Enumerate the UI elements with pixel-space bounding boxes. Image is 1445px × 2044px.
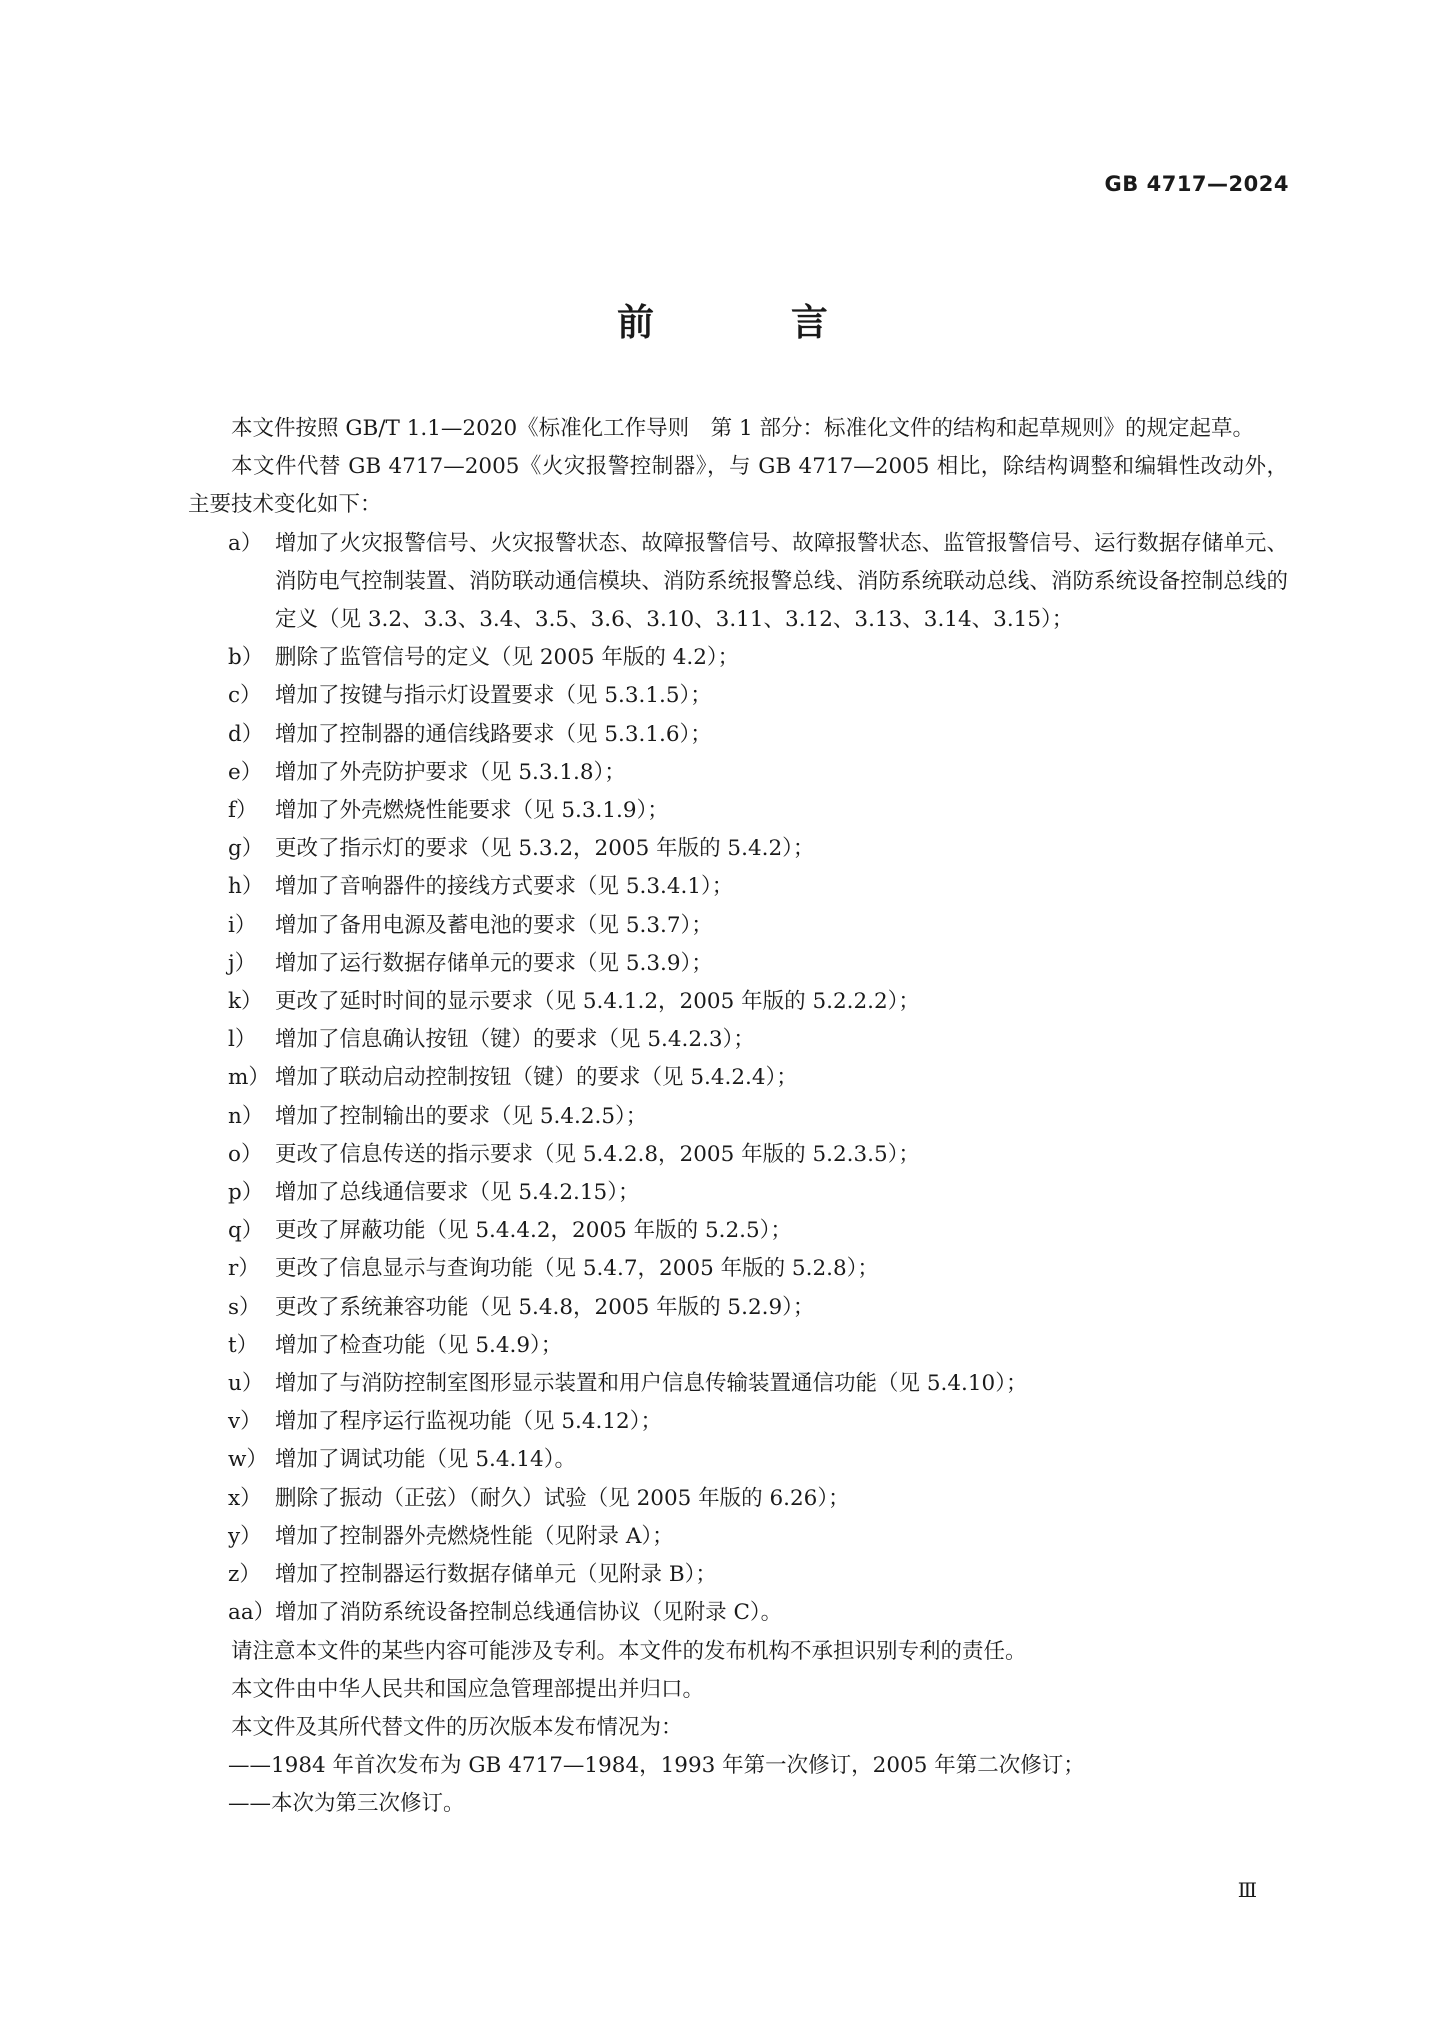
list-item bbox=[188, 1594, 1288, 1632]
list-item bbox=[188, 1174, 1288, 1212]
page-number: Ⅲ bbox=[1237, 1878, 1257, 1902]
list-item-text: 增加了备用电源及蓄电池的要求（见 5.3.7）； bbox=[275, 912, 713, 938]
list-item-text: 更改了指示灯的要求（见 5.3.2，2005 年版的 5.4.2）； bbox=[275, 836, 815, 862]
list-item-label: j） bbox=[228, 950, 257, 976]
list-item bbox=[188, 1556, 1288, 1594]
list-item bbox=[188, 1403, 1288, 1441]
history-line-first: ——1984 年首次发布为 GB 4717—1984，1993 年第一次修订，2005 年第二次修订； bbox=[228, 1753, 1085, 1779]
list-item-label: i） bbox=[228, 912, 257, 938]
list-item bbox=[188, 525, 1288, 640]
list-item bbox=[188, 1250, 1288, 1288]
list-item-label: z） bbox=[228, 1562, 261, 1588]
page-title: 前 言 bbox=[617, 301, 890, 344]
list-item-text: 增加了与消防控制室图形显示装置和用户信息传输装置通信功能（见 5.4.10）； bbox=[275, 1371, 1028, 1397]
list-item-text: 更改了信息显示与查询功能（见 5.4.7，2005 年版的 5.2.8）； bbox=[275, 1256, 879, 1282]
list-item-text: 删除了振动（正弦）（耐久）试验（见 2005 年版的 6.26）； bbox=[275, 1485, 850, 1511]
list-item-label: l） bbox=[228, 1027, 257, 1053]
list-item bbox=[188, 1212, 1288, 1250]
list-item-label: aa） bbox=[228, 1600, 276, 1626]
list-item-label: y） bbox=[228, 1523, 262, 1549]
list-item bbox=[188, 868, 1288, 906]
list-item bbox=[188, 1289, 1288, 1327]
list-item-label: p） bbox=[228, 1180, 264, 1206]
list-item-text: 更改了延时时间的显示要求（见 5.4.1.2，2005 年版的 5.2.2.2）； bbox=[275, 989, 920, 1015]
paragraph-history-intro: 本文件及其所代替文件的历次版本发布情况为： bbox=[231, 1714, 683, 1740]
list-item-label: x） bbox=[228, 1485, 262, 1511]
list-item-label: s） bbox=[228, 1294, 261, 1320]
list-item-text: 增加了控制器的通信线路要求（见 5.3.1.6）； bbox=[275, 721, 712, 747]
list-item-label: w） bbox=[228, 1447, 268, 1473]
list-item-label: v） bbox=[228, 1409, 262, 1435]
list-item bbox=[188, 677, 1288, 715]
list-item-text: 更改了信息传送的指示要求（见 5.4.2.8，2005 年版的 5.2.3.5）； bbox=[275, 1141, 920, 1167]
foreword-body bbox=[188, 410, 1288, 1824]
list-item bbox=[188, 945, 1288, 983]
changes-list bbox=[188, 525, 1288, 1633]
list-item bbox=[188, 1136, 1288, 1174]
list-item-text: 增加了控制器外壳燃烧性能（见附录 A）； bbox=[275, 1523, 674, 1549]
list-item-text: 增加了运行数据存储单元的要求（见 5.3.9）； bbox=[275, 950, 713, 976]
list-item bbox=[188, 1059, 1288, 1097]
list-item-label: r） bbox=[228, 1256, 260, 1282]
standard-code: GB 4717—2024 bbox=[1104, 172, 1289, 196]
list-item-label: f） bbox=[228, 798, 258, 824]
paragraph-patent-notice: 请注意本文件的某些内容可能涉及专利。本文件的发布机构不承担识别专利的责任。 bbox=[231, 1638, 1027, 1664]
list-item-label: a） bbox=[228, 530, 263, 556]
list-item bbox=[188, 1518, 1288, 1556]
list-item-label: m） bbox=[228, 1065, 270, 1091]
list-item bbox=[188, 983, 1288, 1021]
list-item-text: 增加了火灾报警信号、火灾报警状态、故障报警信号、故障报警状态、监管报警信号、运行数据存储单元、消防电气控制装置、消防联动通信模块、消防系统报警总线、消防系统联动总线、消防系统设备控制总线的定义（见 3.2、3.3、3.4、3.5、3.6、3.10、3.11、3.12、3.13、3.14、3.15）； bbox=[275, 530, 1288, 633]
list-item-text: 更改了系统兼容功能（见 5.4.8，2005 年版的 5.2.9）； bbox=[275, 1294, 815, 1320]
list-item-text: 增加了调试功能（见 5.4.14）。 bbox=[275, 1447, 576, 1473]
history-line-current: ——本次为第三次修订。 bbox=[228, 1791, 465, 1817]
list-item-text: 增加了检查功能（见 5.4.9）； bbox=[275, 1332, 563, 1358]
list-item-text: 增加了控制器运行数据存储单元（见附录 B）； bbox=[275, 1562, 717, 1588]
list-item bbox=[188, 907, 1288, 945]
list-item-text: 增加了联动启动控制按钮（键）的要求（见 5.4.2.4）； bbox=[275, 1065, 798, 1091]
list-item-text: 增加了信息确认按钮（键）的要求（见 5.4.2.3）； bbox=[275, 1027, 755, 1053]
list-item-text: 增加了外壳防护要求（见 5.3.1.8）； bbox=[275, 759, 626, 785]
list-item-text: 增加了外壳燃烧性能要求（见 5.3.1.9）； bbox=[275, 798, 669, 824]
list-item bbox=[188, 639, 1288, 677]
list-item bbox=[188, 1480, 1288, 1518]
list-item bbox=[188, 1441, 1288, 1479]
list-item-text: 增加了消防系统设备控制总线通信协议（见附录 C）。 bbox=[275, 1600, 783, 1626]
list-item-label: t） bbox=[228, 1332, 259, 1358]
list-item-label: h） bbox=[228, 874, 264, 900]
list-item-label: d） bbox=[228, 721, 264, 747]
list-item-text: 更改了屏蔽功能（见 5.4.4.2，2005 年版的 5.2.5）； bbox=[275, 1218, 792, 1244]
list-item-text: 删除了监管信号的定义（见 2005 年版的 4.2）； bbox=[275, 645, 740, 671]
list-item-label: k） bbox=[228, 989, 263, 1015]
paragraph-proposer: 本文件由中华人民共和国应急管理部提出并归口。 bbox=[231, 1676, 705, 1702]
list-item-label: q） bbox=[228, 1218, 264, 1244]
list-item-text: 增加了按键与指示灯设置要求（见 5.3.1.5）； bbox=[275, 683, 712, 709]
list-item-label: n） bbox=[228, 1103, 264, 1129]
list-item-label: b） bbox=[228, 645, 264, 671]
list-item-label: u） bbox=[228, 1371, 264, 1397]
list-item bbox=[188, 1021, 1288, 1059]
list-item-label: g） bbox=[228, 836, 264, 862]
list-item-text: 增加了总线通信要求（见 5.4.2.15）； bbox=[275, 1180, 640, 1206]
list-item-text: 增加了程序运行监视功能（见 5.4.12）； bbox=[275, 1409, 662, 1435]
list-item-text: 增加了控制输出的要求（见 5.4.2.5）； bbox=[275, 1103, 648, 1129]
list-item-label: c） bbox=[228, 683, 262, 709]
list-item bbox=[188, 1327, 1288, 1365]
list-item bbox=[188, 716, 1288, 754]
paragraph-drafting-rule: 本文件按照 GB/T 1.1—2020《标准化工作导则 第 1 部分：标准化文件的结构和起草规则》的规定起草。 bbox=[231, 416, 1254, 441]
list-item bbox=[188, 830, 1288, 868]
list-item bbox=[188, 1098, 1288, 1136]
list-item bbox=[188, 1365, 1288, 1403]
list-item-label: e） bbox=[228, 759, 263, 785]
list-item-label: o） bbox=[228, 1141, 263, 1167]
list-item-text: 增加了音响器件的接线方式要求（见 5.3.4.1）； bbox=[275, 874, 734, 900]
paragraph-replacement: 本文件代替 GB 4717—2005《火灾报警控制器》，与 GB 4717—2005 相比，除结构调整和编辑性改动外，主要技术变化如下： bbox=[188, 454, 1288, 518]
list-item bbox=[188, 792, 1288, 830]
list-item bbox=[188, 754, 1288, 792]
